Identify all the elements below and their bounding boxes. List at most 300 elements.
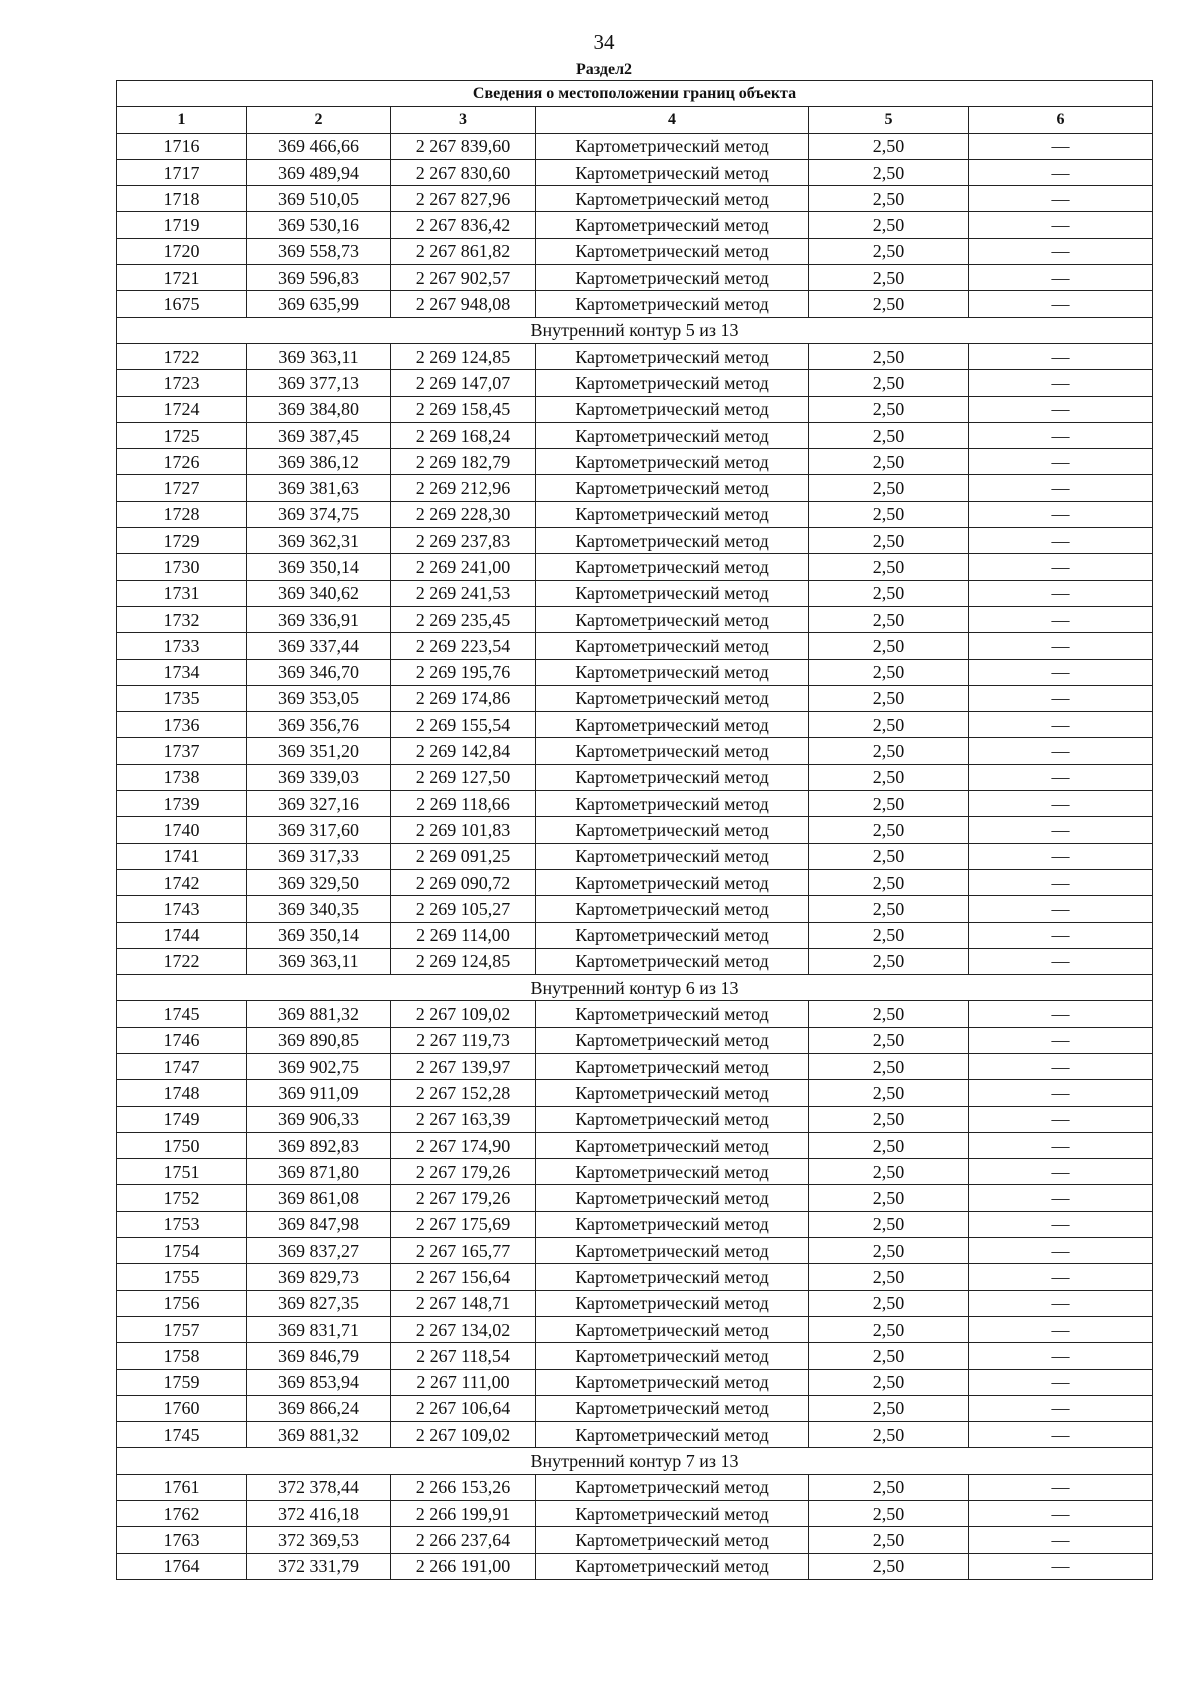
method-cell: Картометрический метод [536,633,809,659]
point-number-cell: 1724 [117,396,247,422]
description-cell: — [969,580,1153,606]
x-coordinate-cell: 369 890,85 [247,1027,391,1053]
table-row [117,896,1153,922]
table-row [117,449,1153,475]
point-number-cell: 1747 [117,1053,247,1079]
description-cell: — [969,896,1153,922]
x-coordinate-cell: 372 331,79 [247,1553,391,1579]
point-number-cell: 1737 [117,738,247,764]
column-header: 2 [247,107,391,133]
method-cell: Картометрический метод [536,896,809,922]
accuracy-cell: 2,50 [809,1343,969,1369]
section-title: Раздел2 [575,61,633,78]
description-cell: — [969,1001,1153,1027]
description-cell: — [969,554,1153,580]
point-number-cell: 1719 [117,212,247,238]
accuracy-cell: 2,50 [809,133,969,159]
table-row [117,1185,1153,1211]
x-coordinate-cell: 369 837,27 [247,1238,391,1264]
method-cell: Картометрический метод [536,133,809,159]
x-coordinate-cell: 369 911,09 [247,1080,391,1106]
column-header: 6 [969,107,1153,133]
description-cell: — [969,343,1153,369]
point-number-cell: 1731 [117,580,247,606]
accuracy-cell: 2,50 [809,633,969,659]
point-number-cell: 1746 [117,1027,247,1053]
y-coordinate-cell: 2 269 235,45 [391,606,536,632]
accuracy-cell: 2,50 [809,948,969,974]
method-cell: Картометрический метод [536,343,809,369]
x-coordinate-cell: 369 847,98 [247,1211,391,1237]
method-cell: Картометрический метод [536,580,809,606]
description-cell: — [969,475,1153,501]
method-cell: Картометрический метод [536,449,809,475]
description-cell: — [969,791,1153,817]
table-row [117,1527,1153,1553]
column-header-row [117,107,1153,133]
description-cell: — [969,1316,1153,1342]
accuracy-cell: 2,50 [809,291,969,317]
description-cell: — [969,1369,1153,1395]
description-cell: — [969,1290,1153,1316]
accuracy-cell: 2,50 [809,1422,969,1448]
y-coordinate-cell: 2 267 175,69 [391,1211,536,1237]
contour-label: Внутренний контур 6 из 13 [117,975,1153,1001]
x-coordinate-cell: 369 558,73 [247,238,391,264]
table-row [117,133,1153,159]
accuracy-cell: 2,50 [809,764,969,790]
y-coordinate-cell: 2 266 153,26 [391,1474,536,1500]
point-number-cell: 1722 [117,948,247,974]
y-coordinate-cell: 2 269 168,24 [391,422,536,448]
method-cell: Картометрический метод [536,1316,809,1342]
method-cell: Картометрический метод [536,528,809,554]
x-coordinate-cell: 369 386,12 [247,449,391,475]
table-row [117,212,1153,238]
y-coordinate-cell: 2 267 174,90 [391,1132,536,1158]
accuracy-cell: 2,50 [809,1474,969,1500]
contour-label: Внутренний контур 7 из 13 [117,1448,1153,1474]
method-cell: Картометрический метод [536,738,809,764]
point-number-cell: 1723 [117,370,247,396]
point-number-cell: 1717 [117,159,247,185]
accuracy-cell: 2,50 [809,422,969,448]
method-cell: Картометрический метод [536,1106,809,1132]
x-coordinate-cell: 369 510,05 [247,186,391,212]
table-row [117,712,1153,738]
x-coordinate-cell: 369 871,80 [247,1159,391,1185]
x-coordinate-cell: 369 374,75 [247,501,391,527]
description-cell: — [969,1264,1153,1290]
accuracy-cell: 2,50 [809,1501,969,1527]
x-coordinate-cell: 369 489,94 [247,159,391,185]
y-coordinate-cell: 2 269 237,83 [391,528,536,554]
accuracy-cell: 2,50 [809,1238,969,1264]
point-number-cell: 1753 [117,1211,247,1237]
method-cell: Картометрический метод [536,1422,809,1448]
point-number-cell: 1729 [117,528,247,554]
table-row [117,291,1153,317]
accuracy-cell: 2,50 [809,343,969,369]
point-number-cell: 1735 [117,685,247,711]
table-row [117,1159,1153,1185]
method-cell: Картометрический метод [536,1159,809,1185]
y-coordinate-cell: 2 269 212,96 [391,475,536,501]
x-coordinate-cell: 369 363,11 [247,343,391,369]
method-cell: Картометрический метод [536,396,809,422]
contour-header-row [117,975,1153,1001]
description-cell: — [969,291,1153,317]
method-cell: Картометрический метод [536,843,809,869]
y-coordinate-cell: 2 269 223,54 [391,633,536,659]
method-cell: Картометрический метод [536,659,809,685]
method-cell: Картометрический метод [536,1264,809,1290]
point-number-cell: 1761 [117,1474,247,1500]
accuracy-cell: 2,50 [809,712,969,738]
table-row [117,186,1153,212]
contour-header-row [117,317,1153,343]
column-header: 5 [809,107,969,133]
table-row [117,554,1153,580]
method-cell: Картометрический метод [536,791,809,817]
method-cell: Картометрический метод [536,764,809,790]
table-row [117,1422,1153,1448]
column-header: 4 [536,107,809,133]
y-coordinate-cell: 2 267 156,64 [391,1264,536,1290]
y-coordinate-cell: 2 267 902,57 [391,265,536,291]
y-coordinate-cell: 2 269 090,72 [391,869,536,895]
point-number-cell: 1762 [117,1501,247,1527]
x-coordinate-cell: 372 378,44 [247,1474,391,1500]
accuracy-cell: 2,50 [809,1106,969,1132]
accuracy-cell: 2,50 [809,685,969,711]
y-coordinate-cell: 2 269 158,45 [391,396,536,422]
method-cell: Картометрический метод [536,238,809,264]
table-row [117,633,1153,659]
y-coordinate-cell: 2 269 105,27 [391,896,536,922]
x-coordinate-cell: 369 853,94 [247,1369,391,1395]
x-coordinate-cell: 369 356,76 [247,712,391,738]
table-row [117,843,1153,869]
table-row [117,1132,1153,1158]
y-coordinate-cell: 2 269 241,53 [391,580,536,606]
accuracy-cell: 2,50 [809,1264,969,1290]
point-number-cell: 1726 [117,449,247,475]
x-coordinate-cell: 369 892,83 [247,1132,391,1158]
accuracy-cell: 2,50 [809,449,969,475]
description-cell: — [969,1132,1153,1158]
method-cell: Картометрический метод [536,712,809,738]
accuracy-cell: 2,50 [809,159,969,185]
description-cell: — [969,370,1153,396]
table-row [117,948,1153,974]
accuracy-cell: 2,50 [809,1053,969,1079]
table-row [117,1553,1153,1579]
y-coordinate-cell: 2 267 179,26 [391,1185,536,1211]
method-cell: Картометрический метод [536,606,809,632]
accuracy-cell: 2,50 [809,238,969,264]
point-number-cell: 1752 [117,1185,247,1211]
x-coordinate-cell: 369 902,75 [247,1053,391,1079]
accuracy-cell: 2,50 [809,1290,969,1316]
description-cell: — [969,1553,1153,1579]
description-cell: — [969,501,1153,527]
description-cell: — [969,422,1153,448]
accuracy-cell: 2,50 [809,554,969,580]
boundary-coordinates-table [116,80,1153,1580]
x-coordinate-cell: 369 846,79 [247,1343,391,1369]
table-row [117,1027,1153,1053]
description-cell: — [969,869,1153,895]
method-cell: Картометрический метод [536,501,809,527]
y-coordinate-cell: 2 267 152,28 [391,1080,536,1106]
y-coordinate-cell: 2 269 124,85 [391,948,536,974]
method-cell: Картометрический метод [536,1080,809,1106]
method-cell: Картометрический метод [536,1238,809,1264]
x-coordinate-cell: 369 350,14 [247,554,391,580]
description-cell: — [969,1527,1153,1553]
point-number-cell: 1764 [117,1553,247,1579]
point-number-cell: 1741 [117,843,247,869]
point-number-cell: 1755 [117,1264,247,1290]
point-number-cell: 1730 [117,554,247,580]
description-cell: — [969,186,1153,212]
y-coordinate-cell: 2 266 237,64 [391,1527,536,1553]
method-cell: Картометрический метод [536,212,809,238]
point-number-cell: 1718 [117,186,247,212]
table-row [117,1290,1153,1316]
method-cell: Картометрический метод [536,1211,809,1237]
table-row [117,343,1153,369]
method-cell: Картометрический метод [536,685,809,711]
description-cell: — [969,659,1153,685]
table-row [117,922,1153,948]
method-cell: Картометрический метод [536,422,809,448]
x-coordinate-cell: 369 340,35 [247,896,391,922]
description-cell: — [969,948,1153,974]
accuracy-cell: 2,50 [809,1527,969,1553]
point-number-cell: 1675 [117,291,247,317]
table-row [117,422,1153,448]
x-coordinate-cell: 369 881,32 [247,1001,391,1027]
accuracy-cell: 2,50 [809,1553,969,1579]
x-coordinate-cell: 369 337,44 [247,633,391,659]
x-coordinate-cell: 369 831,71 [247,1316,391,1342]
table-row [117,1501,1153,1527]
description-cell: — [969,1185,1153,1211]
method-cell: Картометрический метод [536,1053,809,1079]
x-coordinate-cell: 369 861,08 [247,1185,391,1211]
y-coordinate-cell: 2 267 118,54 [391,1343,536,1369]
description-cell: — [969,1501,1153,1527]
y-coordinate-cell: 2 267 179,26 [391,1159,536,1185]
x-coordinate-cell: 369 317,33 [247,843,391,869]
method-cell: Картометрический метод [536,475,809,501]
contour-header-row [117,1448,1153,1474]
point-number-cell: 1740 [117,817,247,843]
table-row [117,1211,1153,1237]
point-number-cell: 1734 [117,659,247,685]
method-cell: Картометрический метод [536,1474,809,1500]
table-row [117,265,1153,291]
point-number-cell: 1757 [117,1316,247,1342]
x-coordinate-cell: 369 377,13 [247,370,391,396]
method-cell: Картометрический метод [536,869,809,895]
description-cell: — [969,1053,1153,1079]
accuracy-cell: 2,50 [809,528,969,554]
description-cell: — [969,212,1153,238]
table-row [117,869,1153,895]
y-coordinate-cell: 2 269 195,76 [391,659,536,685]
table-row [117,1343,1153,1369]
y-coordinate-cell: 2 267 948,08 [391,291,536,317]
accuracy-cell: 2,50 [809,606,969,632]
x-coordinate-cell: 369 635,99 [247,291,391,317]
description-cell: — [969,265,1153,291]
y-coordinate-cell: 2 269 114,00 [391,922,536,948]
method-cell: Картометрический метод [536,1001,809,1027]
description-cell: — [969,159,1153,185]
y-coordinate-cell: 2 267 109,02 [391,1422,536,1448]
y-coordinate-cell: 2 267 861,82 [391,238,536,264]
description-cell: — [969,685,1153,711]
method-cell: Картометрический метод [536,370,809,396]
point-number-cell: 1733 [117,633,247,659]
y-coordinate-cell: 2 269 101,83 [391,817,536,843]
table-caption-row [117,81,1153,107]
method-cell: Картометрический метод [536,1027,809,1053]
y-coordinate-cell: 2 266 199,91 [391,1501,536,1527]
x-coordinate-cell: 369 340,62 [247,580,391,606]
page-number: 34 [593,30,615,54]
description-cell: — [969,633,1153,659]
column-header: 3 [391,107,536,133]
accuracy-cell: 2,50 [809,843,969,869]
x-coordinate-cell: 369 363,11 [247,948,391,974]
description-cell: — [969,1422,1153,1448]
table-row [117,1001,1153,1027]
point-number-cell: 1739 [117,791,247,817]
accuracy-cell: 2,50 [809,869,969,895]
y-coordinate-cell: 2 269 127,50 [391,764,536,790]
x-coordinate-cell: 369 362,31 [247,528,391,554]
y-coordinate-cell: 2 269 155,54 [391,712,536,738]
x-coordinate-cell: 369 351,20 [247,738,391,764]
point-number-cell: 1743 [117,896,247,922]
description-cell: — [969,1027,1153,1053]
table-row [117,817,1153,843]
point-number-cell: 1721 [117,265,247,291]
point-number-cell: 1738 [117,764,247,790]
method-cell: Картометрический метод [536,1132,809,1158]
table-row [117,501,1153,527]
table-row [117,1053,1153,1079]
accuracy-cell: 2,50 [809,212,969,238]
point-number-cell: 1736 [117,712,247,738]
y-coordinate-cell: 2 269 118,66 [391,791,536,817]
accuracy-cell: 2,50 [809,265,969,291]
point-number-cell: 1732 [117,606,247,632]
method-cell: Картометрический метод [536,1343,809,1369]
x-coordinate-cell: 369 881,32 [247,1422,391,1448]
x-coordinate-cell: 369 866,24 [247,1395,391,1421]
y-coordinate-cell: 2 269 091,25 [391,843,536,869]
point-number-cell: 1716 [117,133,247,159]
description-cell: — [969,449,1153,475]
x-coordinate-cell: 369 384,80 [247,396,391,422]
point-number-cell: 1756 [117,1290,247,1316]
x-coordinate-cell: 369 466,66 [247,133,391,159]
description-cell: — [969,1474,1153,1500]
accuracy-cell: 2,50 [809,817,969,843]
point-number-cell: 1759 [117,1369,247,1395]
method-cell: Картометрический метод [536,1553,809,1579]
table-caption: Сведения о местоположении границ объекта [117,81,1153,107]
y-coordinate-cell: 2 267 109,02 [391,1001,536,1027]
description-cell: — [969,922,1153,948]
point-number-cell: 1745 [117,1001,247,1027]
x-coordinate-cell: 369 346,70 [247,659,391,685]
point-number-cell: 1748 [117,1080,247,1106]
y-coordinate-cell: 2 269 147,07 [391,370,536,396]
table-row [117,238,1153,264]
point-number-cell: 1745 [117,1422,247,1448]
accuracy-cell: 2,50 [809,659,969,685]
point-number-cell: 1744 [117,922,247,948]
description-cell: — [969,396,1153,422]
accuracy-cell: 2,50 [809,1369,969,1395]
y-coordinate-cell: 2 269 241,00 [391,554,536,580]
accuracy-cell: 2,50 [809,1211,969,1237]
accuracy-cell: 2,50 [809,370,969,396]
accuracy-cell: 2,50 [809,396,969,422]
contour-label: Внутренний контур 5 из 13 [117,317,1153,343]
point-number-cell: 1758 [117,1343,247,1369]
point-number-cell: 1754 [117,1238,247,1264]
method-cell: Картометрический метод [536,291,809,317]
accuracy-cell: 2,50 [809,580,969,606]
description-cell: — [969,133,1153,159]
description-cell: — [969,1106,1153,1132]
y-coordinate-cell: 2 267 165,77 [391,1238,536,1264]
description-cell: — [969,843,1153,869]
x-coordinate-cell: 369 329,50 [247,869,391,895]
table-row [117,606,1153,632]
y-coordinate-cell: 2 266 191,00 [391,1553,536,1579]
point-number-cell: 1750 [117,1132,247,1158]
x-coordinate-cell: 369 387,45 [247,422,391,448]
x-coordinate-cell: 372 416,18 [247,1501,391,1527]
table-row [117,475,1153,501]
point-number-cell: 1722 [117,343,247,369]
method-cell: Картометрический метод [536,186,809,212]
table-row [117,738,1153,764]
table-row [117,1080,1153,1106]
table-row [117,791,1153,817]
description-cell: — [969,1395,1153,1421]
x-coordinate-cell: 369 827,35 [247,1290,391,1316]
method-cell: Картометрический метод [536,1369,809,1395]
point-number-cell: 1742 [117,869,247,895]
column-header: 1 [117,107,247,133]
x-coordinate-cell: 369 317,60 [247,817,391,843]
method-cell: Картометрический метод [536,1290,809,1316]
table-row [117,370,1153,396]
description-cell: — [969,764,1153,790]
table-row [117,1238,1153,1264]
x-coordinate-cell: 369 336,91 [247,606,391,632]
table-row [117,580,1153,606]
